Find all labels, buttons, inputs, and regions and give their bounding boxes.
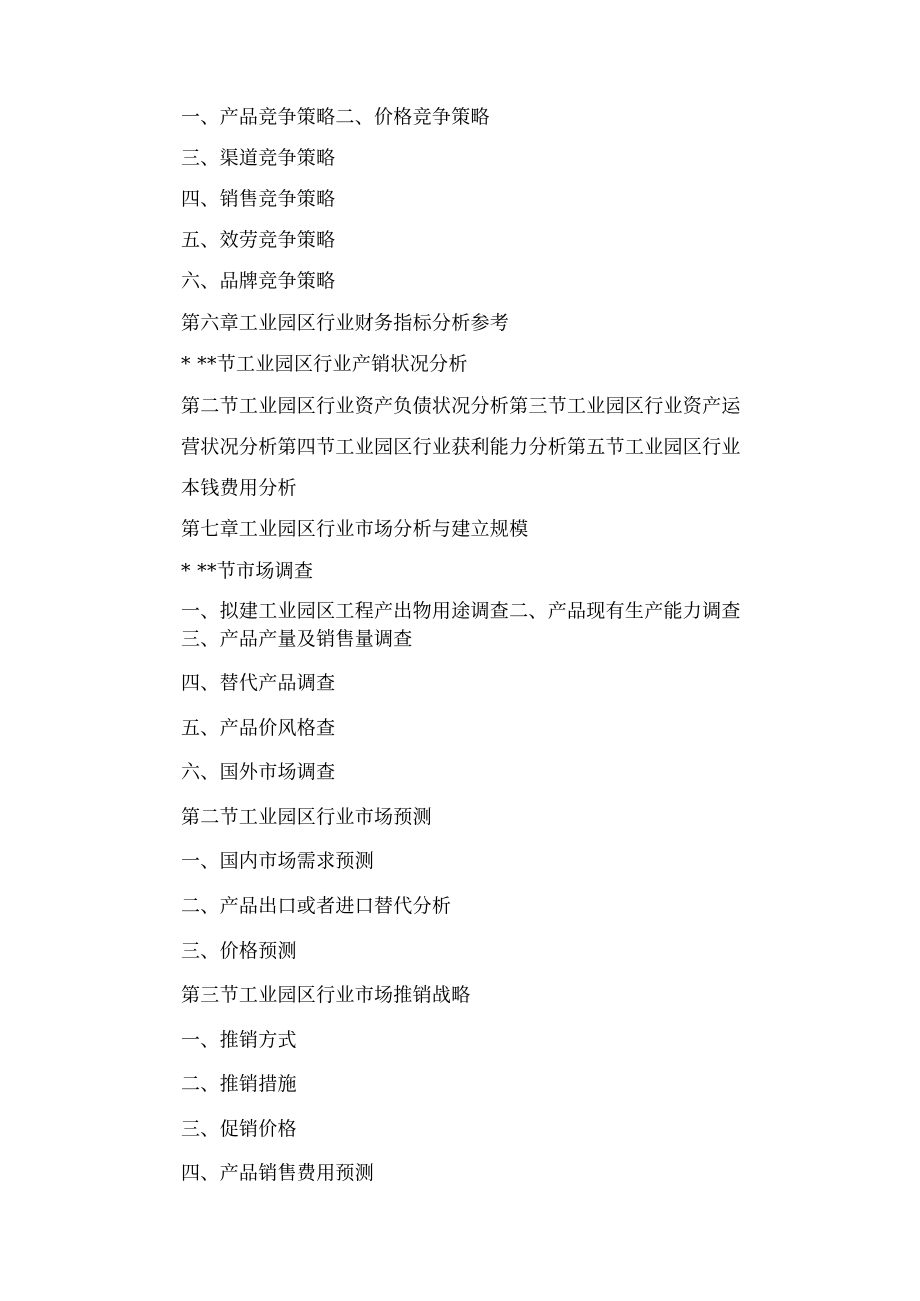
- text-line: 二、产品出口或者进口替代分析: [181, 895, 452, 917]
- text-line: 第二节工业园区行业资产负债状况分析第三节工业园区行业资产运: [181, 395, 741, 417]
- text-line: 五、产品价风格查: [181, 717, 336, 739]
- text-line: 四、产品销售费用预测: [181, 1162, 375, 1184]
- section-heading: * **节工业园区行业产销状况分析: [181, 353, 468, 375]
- text-line: 三、价格预测: [181, 940, 297, 962]
- text-line: 本钱费用分析: [181, 477, 297, 499]
- text-line: 六、品牌竞争策略: [181, 270, 336, 292]
- text-line: 一、推销方式: [181, 1029, 297, 1051]
- text-line: 一、国内市场需求预测: [181, 850, 375, 872]
- chapter-heading: 第六章工业园区行业财务指标分析参考: [181, 312, 510, 334]
- text-line: 三、产品产量及销售量调查: [181, 628, 413, 650]
- text-line: 三、促销价格: [181, 1118, 297, 1140]
- text-line: 一、产品竞争策略二、价格竞争策略: [181, 106, 490, 128]
- section-heading: * **节市场调查: [181, 560, 314, 582]
- text-line: 五、效劳竞争策略: [181, 229, 336, 251]
- text-line: 四、替代产品调查: [181, 672, 336, 694]
- section-heading: 第二节工业园区行业市场预测: [181, 806, 432, 828]
- text-line: 三、渠道竞争策略: [181, 147, 336, 169]
- section-heading: 第三节工业园区行业市场推销战略: [181, 984, 471, 1006]
- text-line: 营状况分析第四节工业园区行业获利能力分析第五节工业园区行业: [181, 436, 741, 458]
- text-line: 一、拟建工业园区工程产出物用途调查二、产品现有生产能力调查: [181, 600, 741, 622]
- text-line: 六、国外市场调查: [181, 761, 336, 783]
- text-line: 二、推销措施: [181, 1073, 297, 1095]
- text-line: 四、销售竞争策略: [181, 188, 336, 210]
- chapter-heading: 第七章工业园区行业市场分析与建立规模: [181, 518, 529, 540]
